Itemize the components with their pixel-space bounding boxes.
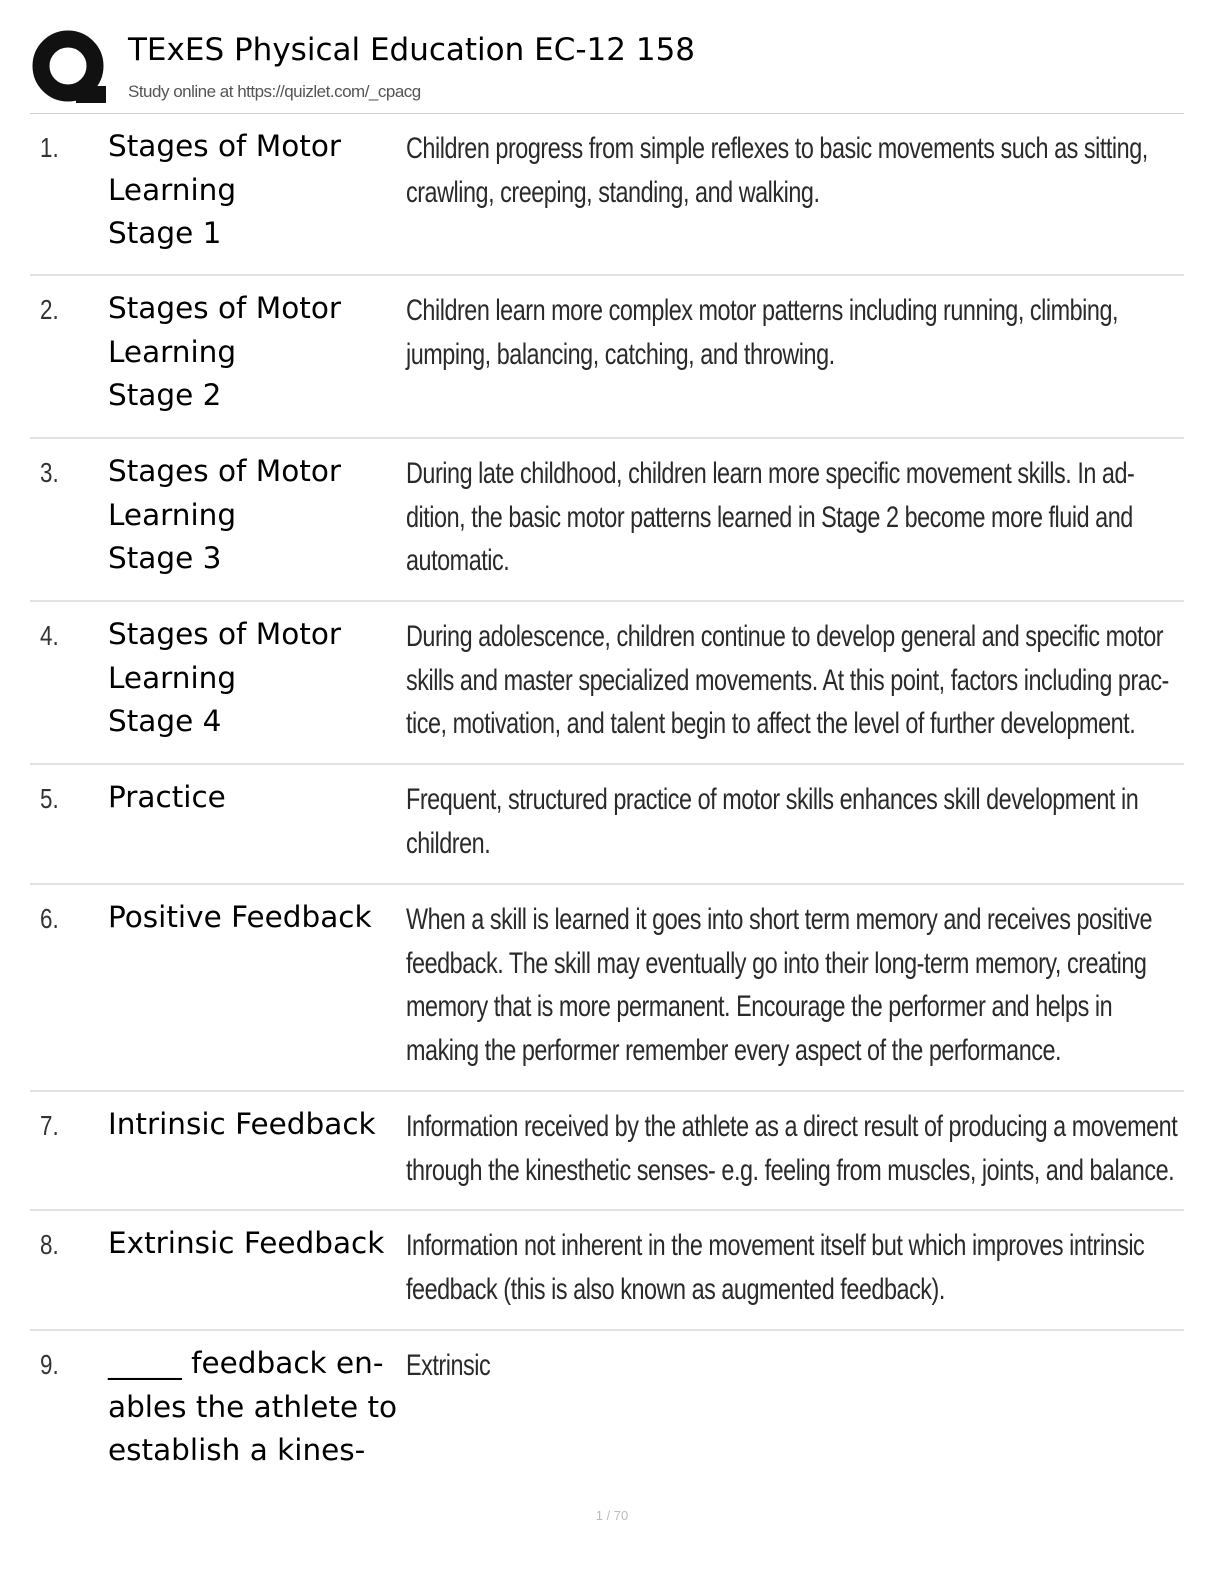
card-number: 9.	[40, 1349, 59, 1380]
card-term: Stages of Motor Learning Stage 4	[108, 617, 342, 738]
card-row	[30, 1211, 1184, 1331]
card-row	[30, 1092, 1184, 1211]
quizlet-q-logo-icon	[32, 30, 108, 106]
study-online-link[interactable]: Study online at https://quizlet.com/_cpacg	[128, 82, 421, 101]
card-term: Practice	[108, 780, 226, 814]
card-row	[30, 1331, 1184, 1481]
card-number: 7.	[40, 1110, 59, 1141]
card-row	[30, 439, 1184, 602]
card-row	[30, 276, 1184, 439]
card-definition: Information received by the athlete as a direct result of producing a movement through the kinesthetic senses- e.g. feeling from muscles, joints, and balance.	[406, 1110, 1178, 1187]
card-term: Extrinsic Feedback	[108, 1226, 385, 1260]
document-title: TExES Physical Education EC-12 158	[128, 32, 696, 68]
card-number: 1.	[40, 132, 59, 163]
card-definition: When a skill is learned it goes into short term memory and receives positive feedback. The skill may eventually go into their long-term memory, creating memory that is more permanent. Encourage the performer and helps in making the performer remember every aspect of the performance.	[406, 903, 1153, 1067]
card-row	[30, 602, 1184, 765]
card-row	[30, 114, 1184, 276]
page-header	[30, 28, 1184, 114]
card-number: 8.	[40, 1229, 59, 1260]
card-definition: During adolescence, children continue to develop general and specific motor skills and master specialized movements. At this point, factors including prac- tice, motivation, and talent begin to affect the level of further development.	[406, 620, 1169, 740]
card-definition: Extrinsic	[406, 1349, 491, 1382]
card-number: 6.	[40, 903, 59, 934]
card-definition: During late childhood, children learn more specific movement skills. In ad- dition, the basic motor patterns learned in Stage 2 become more fluid and automatic.	[406, 457, 1135, 577]
card-term: Stages of Motor Learning Stage 1	[108, 129, 342, 250]
card-number: 5.	[40, 783, 59, 814]
card-definition: Children learn more complex motor patterns including running, climbing, jumping, balancing, catching, and throwing.	[406, 294, 1119, 371]
card-term: Stages of Motor Learning Stage 3	[108, 454, 342, 575]
card-number: 4.	[40, 620, 59, 651]
card-number: 2.	[40, 294, 59, 325]
card-number: 3.	[40, 457, 59, 488]
card-term: Positive Feedback	[108, 900, 372, 934]
card-definition: Frequent, structured practice of motor skills enhances skill development in children.	[406, 783, 1139, 860]
card-term: _____ feedback en- ables the athlete to establish a kines-	[108, 1346, 398, 1467]
card-definition: Information not inherent in the movement itself but which improves intrinsic feedback (this is also known as augmented feedback).	[406, 1229, 1145, 1306]
card-row	[30, 765, 1184, 885]
page-number: 1 / 70	[595, 1508, 629, 1523]
card-term: Intrinsic Feedback	[108, 1107, 376, 1141]
flashcard-list	[30, 114, 1184, 1481]
card-term: Stages of Motor Learning Stage 2	[108, 291, 342, 412]
card-definition: Children progress from simple reflexes to basic movements such as sitting, crawling, creeping, standing, and walking.	[406, 132, 1148, 209]
card-row	[30, 885, 1184, 1092]
